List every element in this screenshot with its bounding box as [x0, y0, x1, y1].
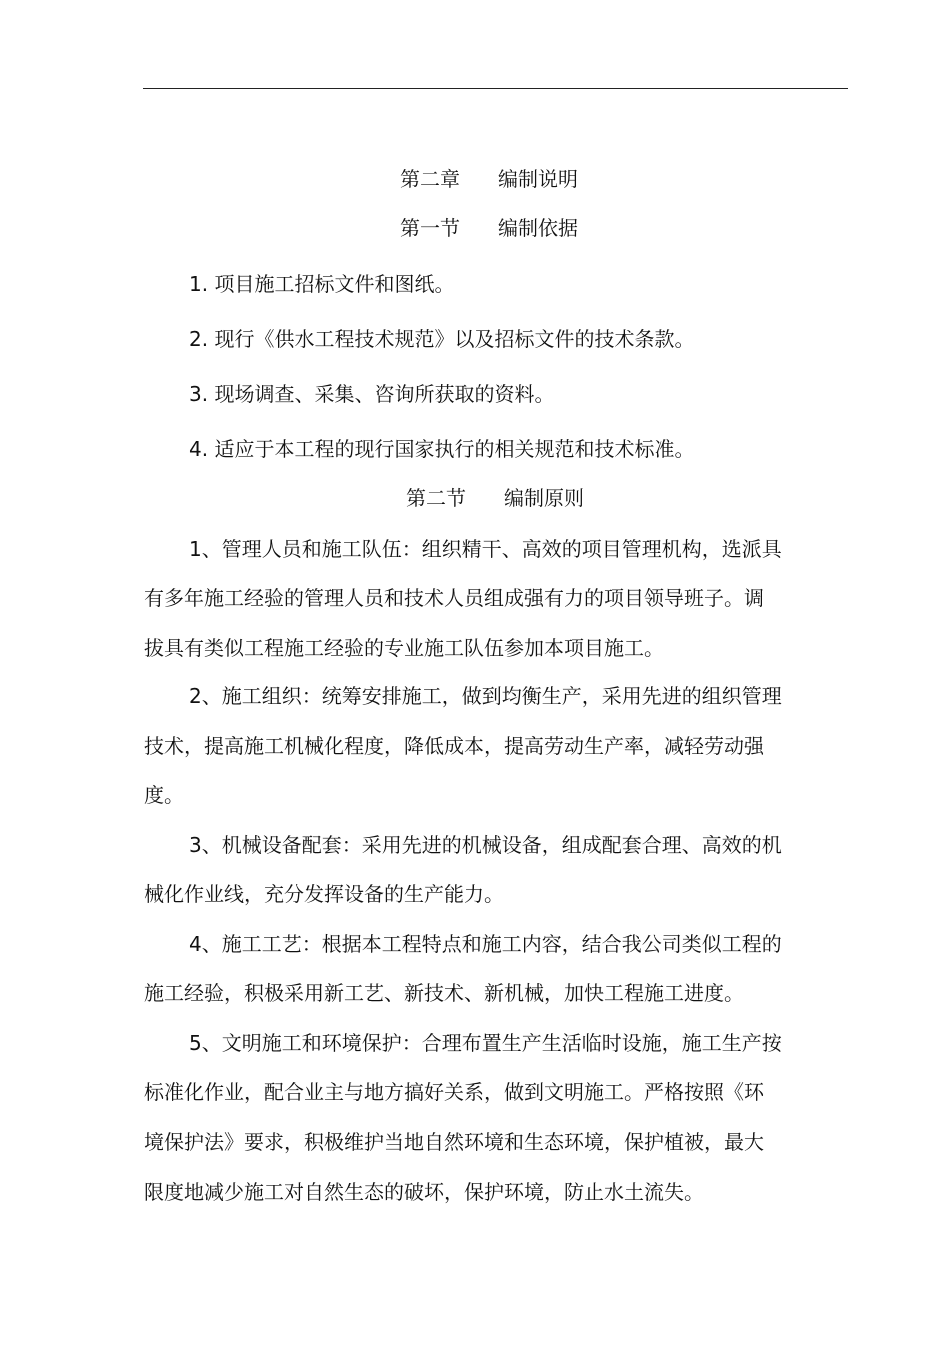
basis-item: 2. 现行《供水工程技术规范》以及招标文件的技术条款。	[189, 327, 695, 351]
paragraph-line: 4、施工工艺：根据本工程特点和施工内容，结合我公司类似工程的	[189, 932, 782, 956]
paragraph-line: 境保护法》要求，积极维护当地自然环境和生态环境，保护植被，最大	[144, 1130, 764, 1154]
paragraph-line: 3、机械设备配套：采用先进的机械设备，组成配套合理、高效的机	[189, 833, 782, 857]
section-heading	[406, 486, 596, 510]
paragraph-line: 有多年施工经验的管理人员和技术人员组成强有力的项目领导班子。调	[144, 586, 764, 610]
paragraph-line: 1、管理人员和施工队伍：组织精干、高效的项目管理机构，选派具	[189, 537, 782, 561]
paragraph-line: 技术，提高施工机械化程度，降低成本，提高劳动生产率，减轻劳动强	[144, 734, 764, 758]
paragraph-line: 度。	[144, 783, 184, 807]
paragraph-line: 标准化作业，配合业主与地方搞好关系，做到文明施工。严格按照《环	[144, 1080, 764, 1104]
section-title: 编制原则	[504, 486, 584, 510]
section-heading	[400, 216, 590, 240]
paragraph-line: 5、文明施工和环境保护：合理布置生产生活临时设施，施工生产按	[189, 1031, 782, 1055]
basis-item: 1. 项目施工招标文件和图纸。	[189, 272, 455, 296]
section-number: 第二节	[406, 486, 466, 510]
header-rule	[143, 88, 848, 89]
paragraph-line: 械化作业线，充分发挥设备的生产能力。	[144, 882, 504, 906]
chapter-title: 编制说明	[498, 167, 578, 191]
chapter-number: 第二章	[400, 167, 460, 191]
chapter-heading	[400, 167, 590, 191]
paragraph-line: 2、施工组织：统筹安排施工，做到均衡生产，采用先进的组织管理	[189, 684, 782, 708]
paragraph-line: 限度地减少施工对自然生态的破坏，保护环境，防止水土流失。	[144, 1180, 704, 1204]
basis-item: 4. 适应于本工程的现行国家执行的相关规范和技术标准。	[189, 437, 695, 461]
section-number: 第一节	[400, 216, 460, 240]
paragraph-line: 拔具有类似工程施工经验的专业施工队伍参加本项目施工。	[144, 636, 664, 660]
paragraph-line: 施工经验，积极采用新工艺、新技术、新机械，加快工程施工进度。	[144, 981, 744, 1005]
basis-item: 3. 现场调查、采集、咨询所获取的资料。	[189, 382, 555, 406]
section-title: 编制依据	[498, 216, 578, 240]
